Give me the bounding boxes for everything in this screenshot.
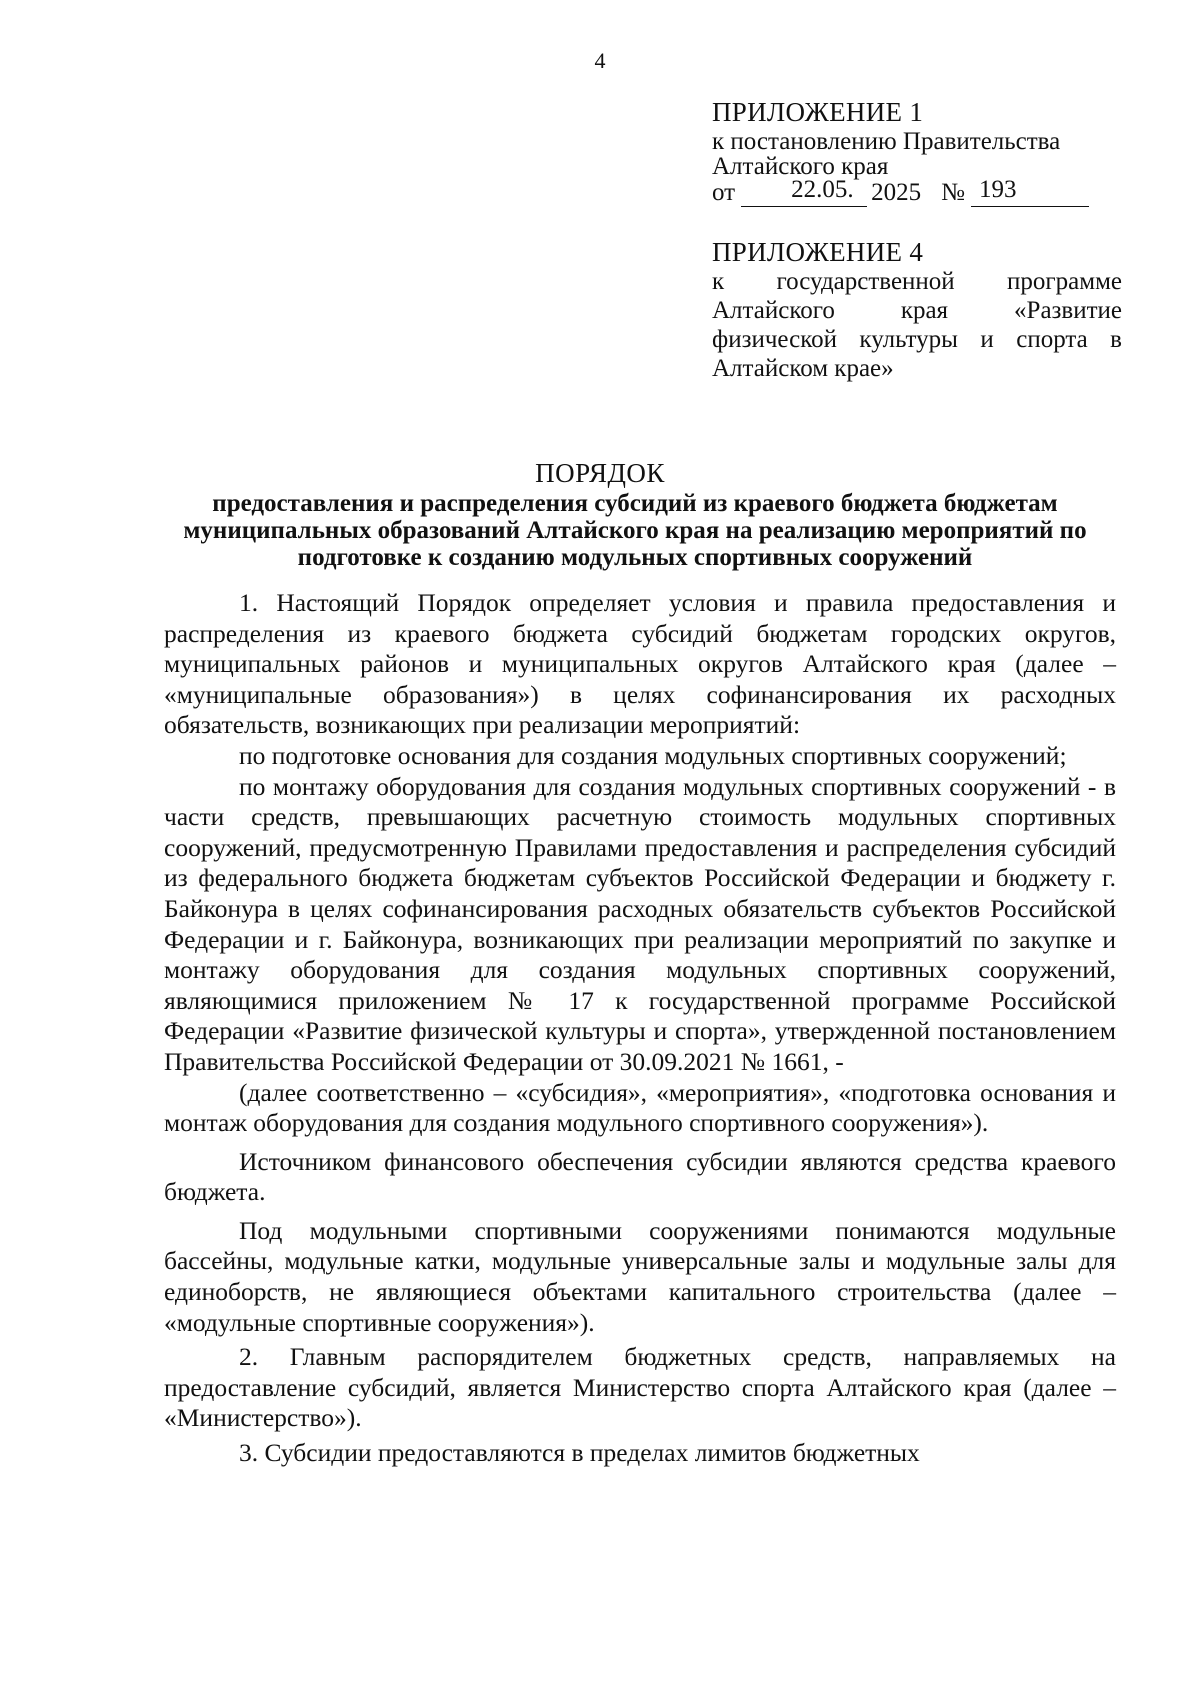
document-subtitle: предоставления и распределения субсидий из краевого бюджета бюджетам муниципальных образований Алтайского края на реализацию мероприятий по подготовке к созданию модульных спортивных сооружений — [183, 490, 1087, 571]
paragraph: 2. Главным распорядителем бюджетных средств, направляемых на предоставление субсидий, является Министерство спорта Алтайского края (далее – «Министерство»). — [164, 1342, 1116, 1433]
paragraph: (далее соответственно – «субсидия», «мероприятия», «подготовка основания и монтаж оборудования для создания модульного спортивного сооружения»). — [164, 1077, 1116, 1138]
paragraph: 3. Субсидии предоставляются в пределах лимитов бюджетных — [239, 1438, 920, 1468]
page-number: 4 — [594, 48, 606, 73]
appendix-4-heading: ПРИЛОЖЕНИЕ 4 — [712, 237, 924, 267]
paragraph: Источником финансового обеспечения субсидии являются средства краевого бюджета. — [164, 1146, 1116, 1207]
appendix-1-block — [712, 98, 1122, 207]
appendix-1-line1: к постановлению Правительства — [712, 128, 1061, 155]
number-handwritten: 193 — [978, 176, 1017, 203]
appendix-1-date-line — [712, 178, 1122, 207]
number-blank — [971, 176, 1089, 207]
date-blank — [741, 176, 867, 207]
document-title: ПОРЯДОК — [535, 458, 665, 488]
date-handwritten: 22.05. — [791, 176, 854, 203]
appendix-4-block — [712, 238, 1122, 383]
appendix-1-heading: ПРИЛОЖЕНИЕ 1 — [712, 97, 924, 127]
paragraph: 1. Настоящий Порядок определяет условия и правила предоставления и распределения из краевого бюджета субсидий бюджетам городских округов, муниципальных районов и муниципальных округов Алтайского края (далее – «муниципальные образования») в целях софинансирования их расходных обязательств, возникающих при реализации мероприятий: — [164, 588, 1116, 740]
document-body — [164, 588, 1116, 1473]
number-sign: № — [941, 179, 965, 206]
date-year: 2025 — [871, 179, 922, 206]
paragraph: Под модульными спортивными сооружениями понимаются модульные бассейны, модульные катки, модульные универсальные залы и модульные залы для единоборств, не являющиеся объектами капитального строительства (далее – «модульные спортивные сооружения»). — [164, 1215, 1116, 1337]
appendix-4-text: к государственной программе Алтайского края «Развитие физической культуры и спорта в Алтайском крае» — [712, 268, 1122, 382]
date-prefix: от — [712, 179, 736, 206]
appendix-1-line2: Алтайского края — [712, 153, 889, 180]
paragraph: по монтажу оборудования для создания модульных спортивных сооружений - в части средств, превышающих расчетную стоимость модульных спортивных сооружений, предусмотренную Правилами предоставления и распределения субсидий из федерального бюджета бюджетам субъектов Российской Федерации и бюджету г. Байконура в целях софинансирования расходных обязательств субъектов Российской Федерации и г. Байконура, возникающих при реализации мероприятий по закупке и монтажу оборудования для создания модульных спортивных сооружений, являющимися приложением № 17 к государственной программе Российской Федерации «Развитие физической культуры и спорта», утвержденной постановлением Правительства Российской Федерации от 30.09.2021 № 1661, - — [164, 771, 1116, 1076]
paragraph: по подготовке основания для создания модульных спортивных сооружений; — [239, 740, 1067, 770]
